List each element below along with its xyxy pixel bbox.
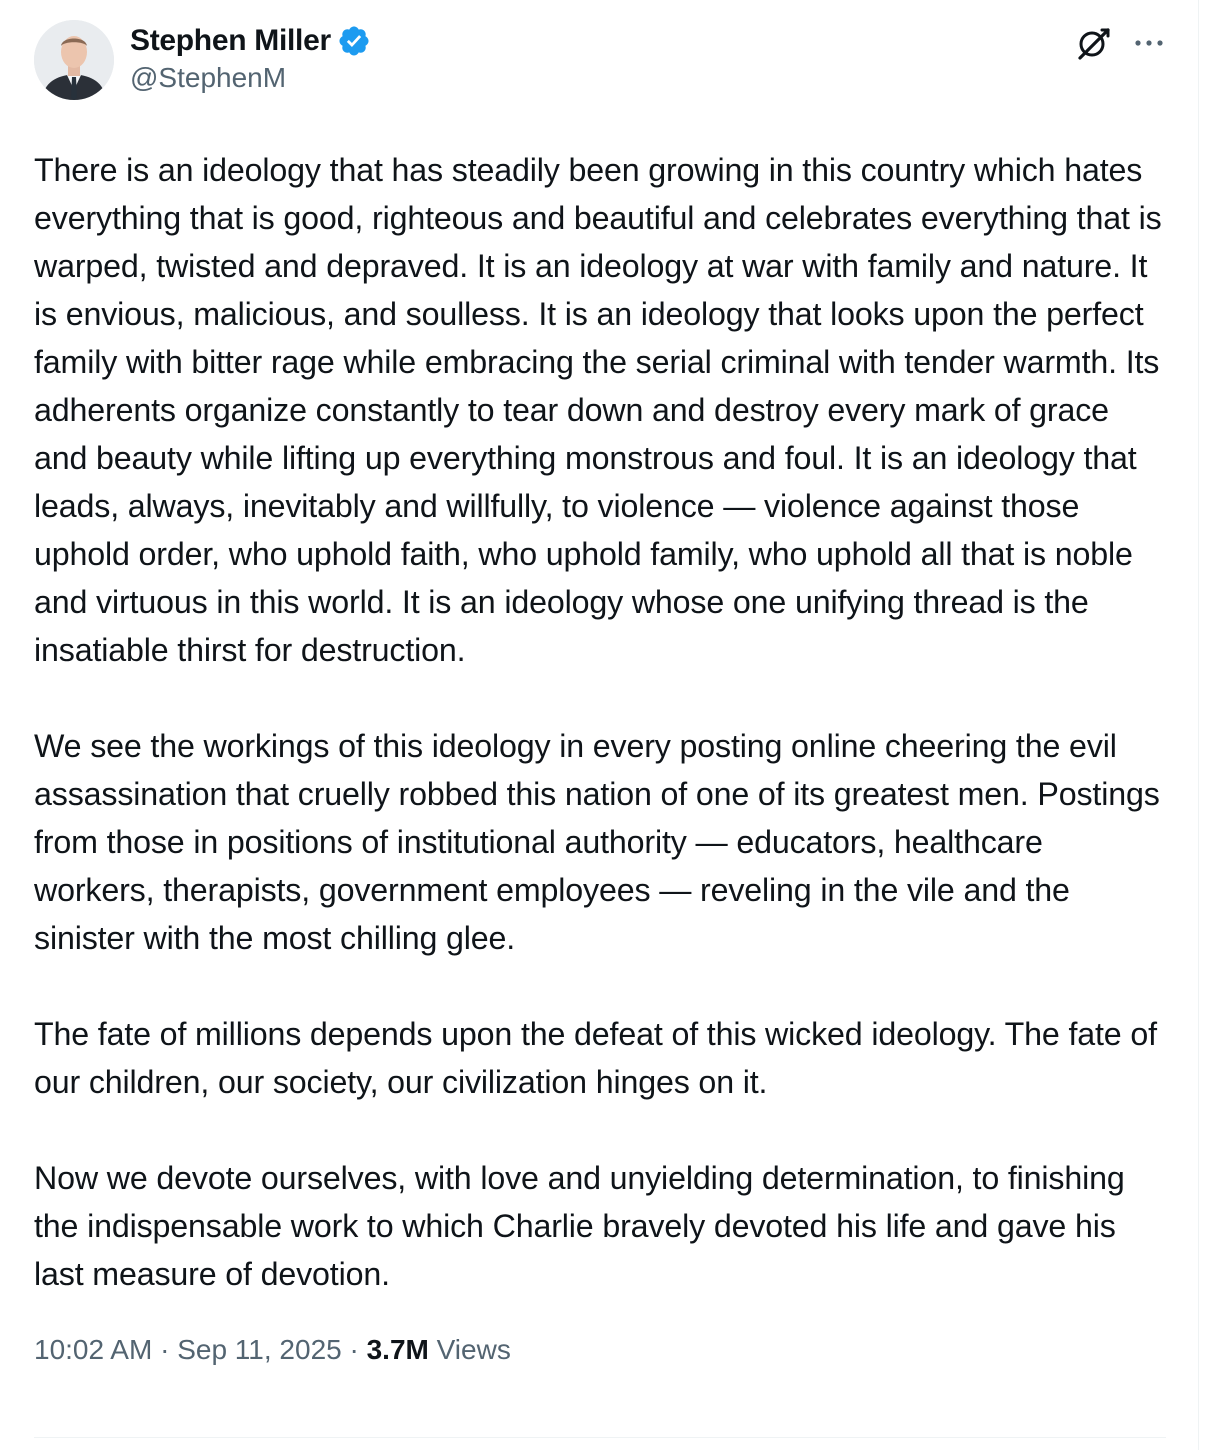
panel-border bbox=[1198, 0, 1199, 1450]
tweet-actions bbox=[1074, 24, 1166, 62]
views-count: 3.7M bbox=[366, 1334, 429, 1365]
grok-icon[interactable] bbox=[1074, 24, 1112, 62]
meta-separator: · bbox=[349, 1334, 359, 1365]
more-icon[interactable] bbox=[1132, 26, 1166, 60]
views-label: Views bbox=[436, 1334, 511, 1365]
tweet-time[interactable]: 10:02 AM bbox=[34, 1334, 153, 1365]
tweet-paragraph: The fate of millions depends upon the defeat of this wicked ideology. The fate of our children, our society, our civilization hinges on it. bbox=[34, 1016, 1157, 1100]
tweet bbox=[34, 18, 1166, 1370]
tweet-date[interactable]: Sep 11, 2025 bbox=[177, 1334, 342, 1365]
tweet-header bbox=[34, 18, 1166, 102]
avatar[interactable] bbox=[34, 20, 114, 100]
tweet-text bbox=[34, 146, 1166, 1298]
tweet-meta bbox=[34, 1330, 1166, 1370]
author-handle[interactable]: @StephenM bbox=[130, 62, 287, 93]
divider bbox=[34, 1437, 1166, 1438]
tweet-paragraph: We see the workings of this ideology in every posting online cheering the evil assassination that cruelly robbed this nation of one of its greatest men. Postings from those in positions of institutional authority — educators, healthcare workers, therapists, government employees — reveling in the vile and the sinister with the most chilling glee. bbox=[34, 728, 1160, 956]
avatar-image bbox=[34, 20, 114, 100]
author-info bbox=[130, 22, 371, 94]
verified-badge-icon[interactable] bbox=[337, 24, 371, 58]
meta-separator: · bbox=[160, 1334, 170, 1365]
tweet-paragraph: Now we devote ourselves, with love and unyielding determination, to finishing the indispensable work to which Charlie bravely devoted his life and gave his last measure of devotion. bbox=[34, 1160, 1125, 1292]
name-row bbox=[130, 22, 371, 60]
author-display-name[interactable]: Stephen Miller bbox=[130, 24, 331, 57]
tweet-paragraph: There is an ideology that has steadily been growing in this country which hates everything that is good, righteous and beautiful and celebrates everything that is warped, twisted and depraved. It is an ideology at war with family and nature. It is envious, malicious, and soulless. It is an ideology that looks upon the perfect family with bitter rage while embracing the serial criminal with tender warmth. Its adherents organize constantly to tear down and destroy every mark of grace and beauty while lifting up everything monstrous and foul. It is an ideology that leads, always, inevitably and willfully, to violence — violence against those uphold order, who uphold faith, who uphold family, who uphold all that is noble and virtuous in this world. It is an ideology whose one unifying thread is the insatiable thirst for destruction. bbox=[34, 152, 1162, 668]
